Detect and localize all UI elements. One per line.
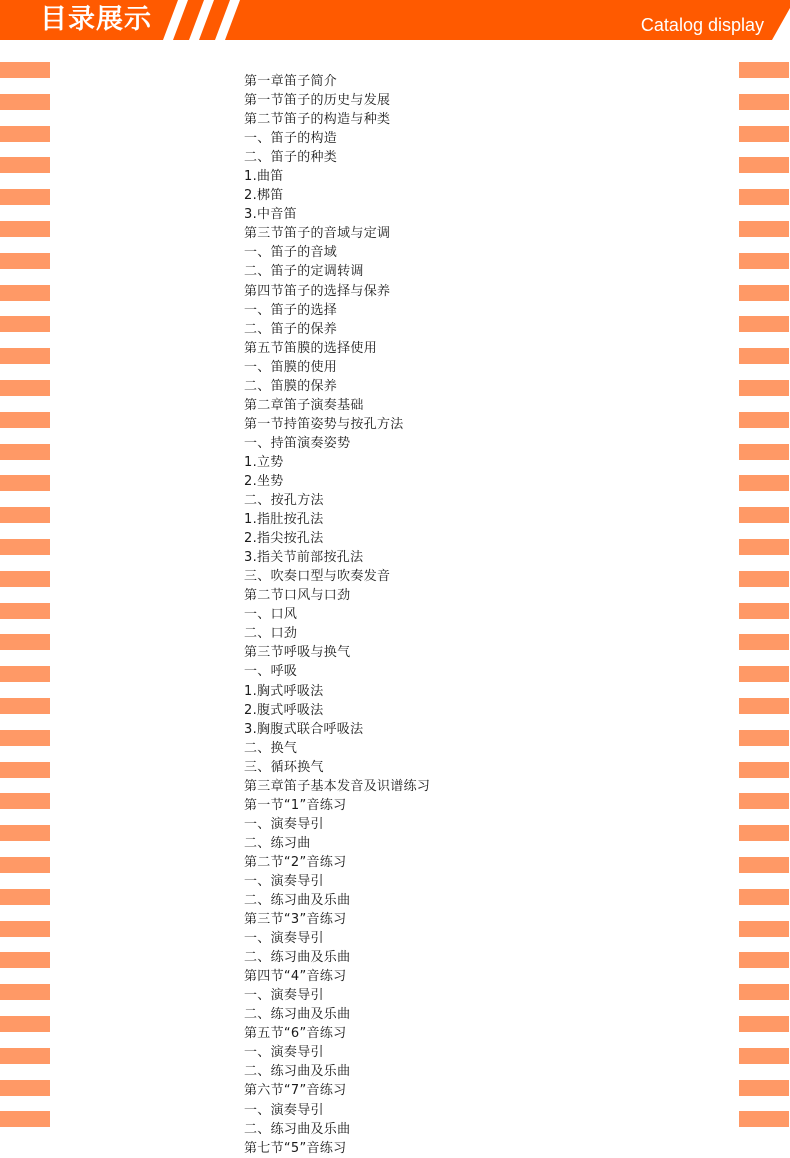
page-subtitle: Catalog display [640, 15, 764, 35]
decorative-stripe [739, 952, 789, 968]
toc-entry: 3.中音笛 [244, 207, 297, 223]
toc-entry: 2.坐势 [244, 473, 284, 489]
decorative-stripe [739, 507, 789, 523]
toc-entry: 第三节笛子的音域与定调 [244, 226, 391, 242]
decorative-stripe [739, 921, 789, 937]
decorative-stripe [0, 603, 50, 619]
decorative-stripe [0, 1048, 50, 1064]
decorative-stripe [0, 444, 50, 460]
decorative-stripe [739, 1080, 789, 1096]
toc-entry: 第五节“6”音练习 [244, 1026, 347, 1042]
toc-entry: 3.指关节前部按孔法 [244, 550, 364, 566]
toc-entry: 一、笛膜的使用 [244, 359, 338, 375]
toc-entry: 第六节“7”音练习 [244, 1083, 347, 1099]
decorative-stripe [0, 285, 50, 301]
toc-entry: 2.梆笛 [244, 188, 284, 204]
decorative-stripe [739, 316, 789, 332]
decorative-stripe [0, 507, 50, 523]
decorative-stripe [0, 793, 50, 809]
decorative-stripe [739, 889, 789, 905]
toc-entry: 二、练习曲 [244, 835, 311, 851]
decorative-stripe [739, 539, 789, 555]
decorative-stripe [0, 380, 50, 396]
toc-entry: 1.胸式呼吸法 [244, 683, 324, 699]
toc-entry: 二、换气 [244, 740, 298, 756]
toc-entry: 第四节“4”音练习 [244, 969, 347, 985]
toc-entry: 二、按孔方法 [244, 493, 324, 509]
toc-entry: 第一节持笛姿势与按孔方法 [244, 416, 404, 432]
toc-entry: 二、笛子的定调转调 [244, 264, 364, 280]
decorative-stripe [0, 475, 50, 491]
toc-entry: 第五节笛膜的选择使用 [244, 340, 378, 356]
decorative-stripe [0, 952, 50, 968]
toc-entry: 一、笛子的构造 [244, 131, 338, 147]
decorative-stripe [739, 634, 789, 650]
decorative-stripe [0, 348, 50, 364]
left-decorative-stripes [0, 62, 50, 1142]
decorative-stripe [739, 348, 789, 364]
decorative-stripe [0, 666, 50, 682]
decorative-stripe [0, 221, 50, 237]
toc-entry: 一、口风 [244, 607, 298, 623]
decorative-stripe [739, 1111, 789, 1127]
decorative-stripe [0, 1111, 50, 1127]
toc-entry: 第一章笛子简介 [244, 74, 338, 89]
toc-entry: 第一节笛子的历史与发展 [244, 93, 391, 109]
decorative-stripe [739, 94, 789, 110]
toc-entry: 一、笛子的音域 [244, 245, 338, 261]
decorative-stripe [739, 475, 789, 491]
decorative-stripe [0, 698, 50, 714]
toc-entry: 2.指尖按孔法 [244, 531, 324, 547]
toc-entry: 二、笛子的种类 [244, 150, 338, 166]
decorative-stripe [0, 316, 50, 332]
toc-entry: 1.曲笛 [244, 169, 284, 185]
decorative-stripe [0, 94, 50, 110]
decorative-stripe [0, 825, 50, 841]
decorative-stripe [739, 412, 789, 428]
toc-entry: 1.立势 [244, 454, 284, 470]
toc-entry: 一、持笛演奏姿势 [244, 435, 351, 451]
toc-entry: 2.腹式呼吸法 [244, 702, 324, 718]
toc-entry: 二、笛膜的保养 [244, 378, 338, 394]
toc-entry: 3.胸腹式联合呼吸法 [244, 721, 364, 737]
decorative-stripe [739, 571, 789, 587]
decorative-stripe [0, 1016, 50, 1032]
toc-entry: 第三章笛子基本发音及识谱练习 [244, 778, 431, 794]
toc-entry: 一、演奏导引 [244, 1102, 324, 1118]
decorative-stripe [0, 730, 50, 746]
decorative-stripe [739, 698, 789, 714]
decorative-stripe [0, 634, 50, 650]
toc-entry: 第二节口风与口劲 [244, 588, 351, 604]
decorative-stripe [0, 762, 50, 778]
decorative-stripe [739, 189, 789, 205]
toc-entry: 二、口劲 [244, 626, 298, 642]
decorative-stripe [739, 1048, 789, 1064]
decorative-stripe [0, 984, 50, 1000]
toc-entry: 第二节笛子的构造与种类 [244, 112, 391, 128]
decorative-stripe [0, 857, 50, 873]
decorative-stripe [0, 412, 50, 428]
decorative-stripe [739, 157, 789, 173]
decorative-stripe [739, 603, 789, 619]
decorative-stripe [739, 126, 789, 142]
decorative-stripe [739, 762, 789, 778]
toc-entry: 第二节“2”音练习 [244, 854, 347, 870]
toc-entry: 1.指肚按孔法 [244, 512, 324, 528]
toc-entry: 二、练习曲及乐曲 [244, 950, 351, 966]
decorative-stripe [0, 253, 50, 269]
decorative-stripe [0, 126, 50, 142]
toc-entry: 二、练习曲及乐曲 [244, 1064, 351, 1080]
toc-entry: 第一节“1”音练习 [244, 797, 347, 813]
toc-entry: 一、演奏导引 [244, 1045, 324, 1061]
decorative-stripe [0, 189, 50, 205]
decorative-stripe [739, 380, 789, 396]
decorative-stripe [739, 444, 789, 460]
toc-entry: 二、练习曲及乐曲 [244, 893, 351, 909]
toc-entry: 一、演奏导引 [244, 988, 324, 1004]
decorative-stripe [0, 157, 50, 173]
decorative-stripe [739, 62, 789, 78]
decorative-stripe [739, 984, 789, 1000]
decorative-stripe [739, 1016, 789, 1032]
toc-entry: 三、吹奏口型与吹奏发音 [244, 569, 391, 585]
decorative-stripe [739, 793, 789, 809]
toc-entry: 二、练习曲及乐曲 [244, 1121, 351, 1137]
toc-entry: 一、演奏导引 [244, 931, 324, 947]
decorative-stripe [0, 62, 50, 78]
decorative-stripe [0, 921, 50, 937]
decorative-stripe [0, 539, 50, 555]
toc-entry: 一、呼吸 [244, 664, 298, 680]
toc-entry: 一、演奏导引 [244, 873, 324, 889]
decorative-stripe [0, 1080, 50, 1096]
decorative-stripe [739, 285, 789, 301]
decorative-stripe [739, 253, 789, 269]
decorative-stripe [739, 221, 789, 237]
decorative-stripe [739, 666, 789, 682]
toc-entry: 二、笛子的保养 [244, 321, 338, 337]
header-banner [0, 0, 790, 40]
decorative-stripe [739, 857, 789, 873]
decorative-stripe [739, 730, 789, 746]
toc-entry: 第三节呼吸与换气 [244, 645, 351, 661]
right-decorative-stripes [739, 62, 789, 1142]
toc-entry: 一、演奏导引 [244, 816, 324, 832]
toc-entry: 一、笛子的选择 [244, 302, 338, 318]
page-title: 目录展示 [40, 4, 152, 35]
decorative-stripe [0, 571, 50, 587]
toc-entry: 第二章笛子演奏基础 [244, 397, 364, 413]
decorative-stripe [0, 889, 50, 905]
table-of-contents [244, 72, 430, 1158]
toc-entry: 三、循环换气 [244, 759, 324, 775]
toc-entry: 第三节“3”音练习 [244, 912, 347, 928]
toc-entry: 第七节“5”音练习 [244, 1140, 347, 1156]
toc-entry: 二、练习曲及乐曲 [244, 1007, 351, 1023]
decorative-stripe [739, 825, 789, 841]
toc-entry: 第四节笛子的选择与保养 [244, 283, 391, 299]
